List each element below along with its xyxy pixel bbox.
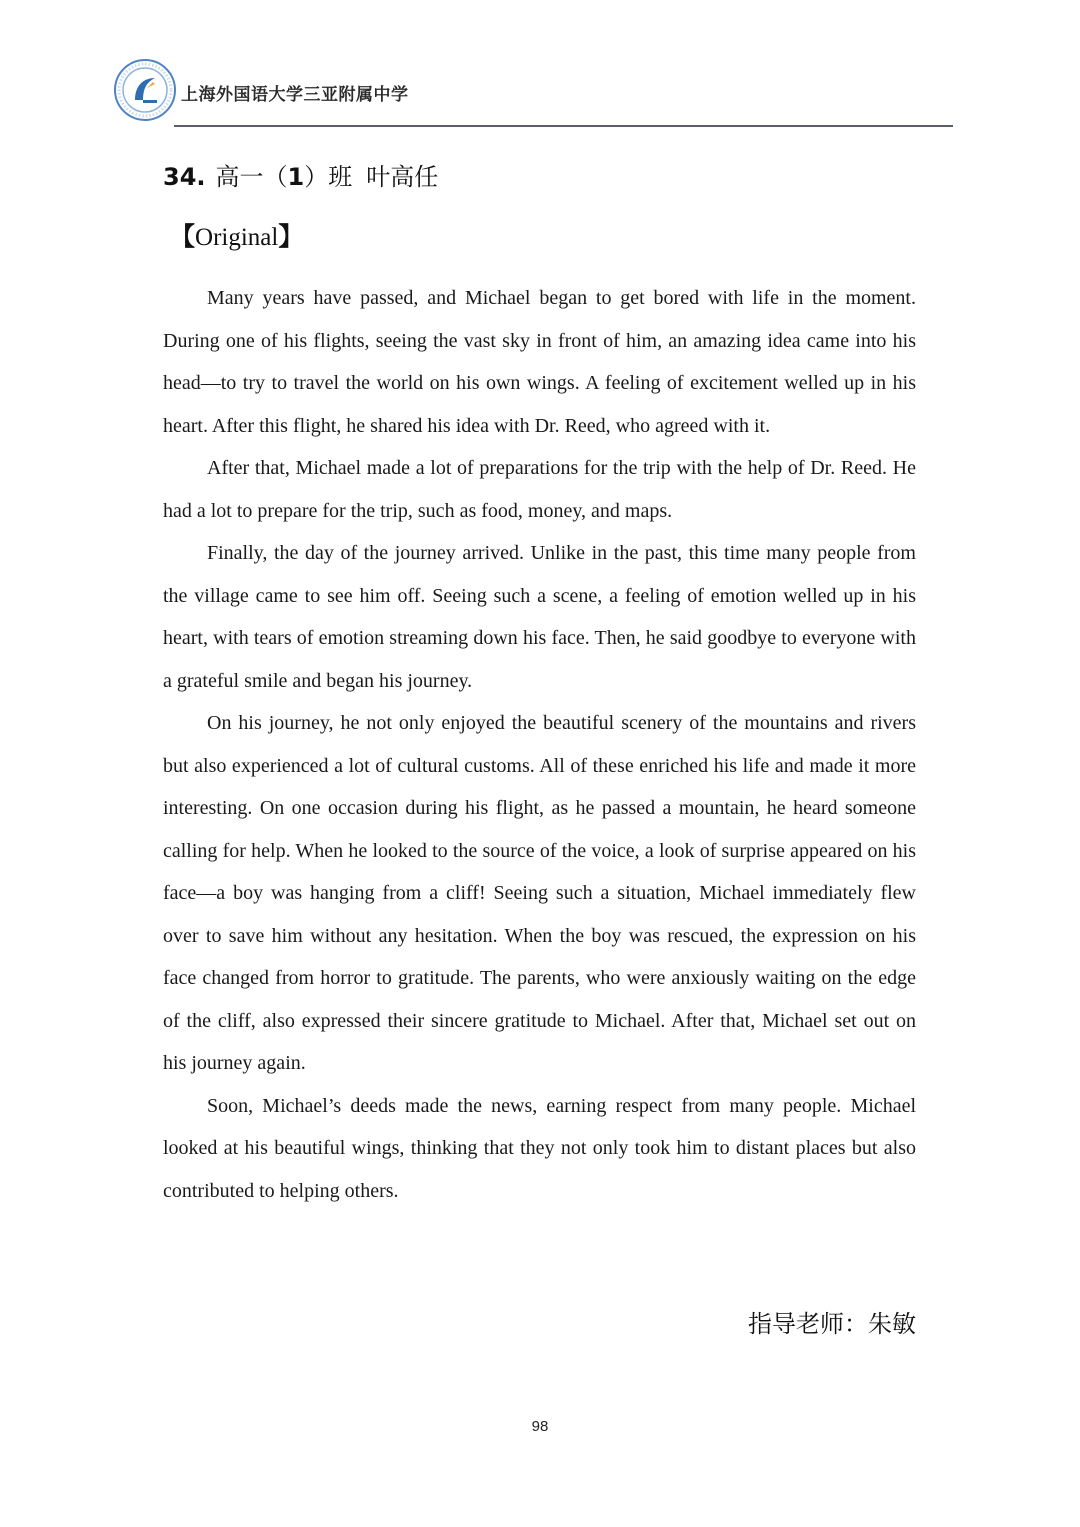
teacher-name: 朱敏	[868, 1310, 916, 1338]
section-open-bracket: 【	[170, 224, 196, 251]
page-number: 98	[531, 1418, 549, 1435]
class-name	[216, 163, 353, 191]
class-name-prefix: 高一（	[215, 163, 288, 191]
class-name-suffix: ）班	[304, 163, 353, 191]
section-heading	[170, 217, 303, 253]
class-number: 1	[287, 163, 305, 191]
section-label: Original	[195, 224, 279, 251]
page-header	[113, 58, 953, 128]
paragraph: After that, Michael made a lot of preparations for the trip with the help of Dr. Reed. He had a lot to prepare for the trip, such as food, money, and maps.	[163, 457, 916, 522]
paragraph: On his journey, he not only enjoyed the beautiful scenery of the mountains and rivers but also experienced a lot of cultural customs. All of these enriched his life and made it more interesting. On one occasion during his flight, as he passed a mountain, he heard someone calling for help. When he looked to the source of the voice, a look of surprise appeared on his face—a boy was hanging from a cliff! Seeing such a situation, Michael immediately flew over to save him without any hesitation. When the boy was rescued, the expression on his face changed from horror to gratitude. The parents, who were anxiously waiting on the edge of the cliff, also expressed their sincere gratitude to Michael. After that, Michael set out on his journey again.	[163, 712, 916, 1074]
article-number: 34.	[163, 163, 206, 191]
article-title	[163, 157, 438, 192]
header-divider	[174, 125, 953, 127]
paragraph: Finally, the day of the journey arrived. Unlike in the past, this time many people from the village came to see him off. Seeing such a scene, a feeling of emotion welled up in his heart, with tears of emotion streaming down his face. Then, he said goodbye to everyone with a grateful smile and began his journey.	[163, 542, 916, 692]
section-close-bracket: 】	[278, 224, 304, 251]
teacher-label: 指导老师：	[748, 1310, 868, 1338]
author-name: 叶高任	[366, 163, 439, 191]
article-body	[163, 277, 916, 1212]
school-logo-icon	[113, 58, 177, 122]
paragraph: Soon, Michael’s deeds made the news, earning respect from many people. Michael looked at his beautiful wings, thinking that they not only took him to distant places but also contributed to helping others.	[163, 1094, 916, 1202]
school-name: 上海外国语大学三亚附属中学	[181, 85, 409, 105]
teacher-signature	[748, 1304, 916, 1339]
paragraph: Many years have passed, and Michael began to get bored with life in the moment. During one of his flights, seeing the vast sky in front of him, an amazing idea came into his head—to try to travel the world on his own wings. A feeling of excitement welled up in his heart. After this flight, he shared his idea with Dr. Reed, who agreed with it.	[163, 287, 916, 437]
